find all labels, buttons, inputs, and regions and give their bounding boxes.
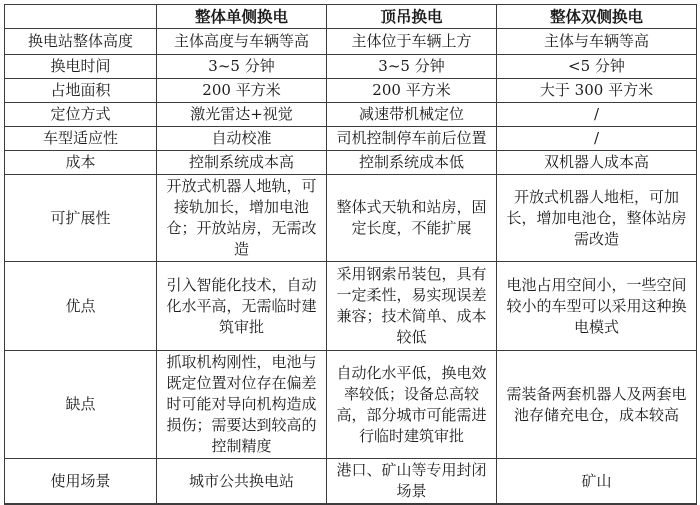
row-header-vehicle-adaptability: 车型适应性 [5,127,157,151]
table-row [5,103,697,127]
column-header-top-hoist-swap: 顶吊换电 [327,5,497,29]
cell: 抓取机构刚性，电池与既定位置对位存在偏差时可能对导向机构造成损伤；需要达到较高的控制精度 [157,351,327,459]
table-row [5,79,697,103]
cell: 主体位于车辆上方 [327,29,497,55]
cell: 大于 300 平方米 [497,79,697,103]
cell: 3~5 分钟 [327,55,497,79]
cell: 激光雷达+视觉 [157,103,327,127]
cell: 城市公共换电站 [157,459,327,505]
cell: 控制系统成本高 [157,151,327,175]
header-row [5,5,697,29]
cell: 采用钢索吊装包，具有一定柔性，易实现误差兼容；技术简单、成本较低 [327,262,497,351]
cell: 主体与车辆等高 [497,29,697,55]
cell: 200 平方米 [157,79,327,103]
table-row [5,175,697,262]
row-header-positioning-method: 定位方式 [5,103,157,127]
comparison-table [4,4,697,505]
cell: 开放式机器人地轨，可接轨加长，增加电池仓；开放站房，无需改造 [157,175,327,262]
row-header-cost: 成本 [5,151,157,175]
row-header-footprint-area: 占地面积 [5,79,157,103]
column-header-single-side-swap: 整体单侧换电 [157,5,327,29]
cell: 整体式天轨和站房，固定长度，不能扩展 [327,175,497,262]
cell: 开放式机器人地柜，可加长，增加电池仓，整体站房需改造 [497,175,697,262]
table-row [5,151,697,175]
cell: 港口、矿山等专用封闭场景 [327,459,497,505]
corner-cell [5,5,157,29]
row-header-use-cases: 使用场景 [5,459,157,505]
cell: 司机控制停车前后位置 [327,127,497,151]
cell: 需装备两套机器人及两套电池存储充电仓，成本较高 [497,351,697,459]
cell: 双机器人成本高 [497,151,697,175]
row-header-disadvantages: 缺点 [5,351,157,459]
cell: 电池占用空间小，一些空间较小的车型可以采用这种换电模式 [497,262,697,351]
table-row [5,127,697,151]
cell: 引入智能化技术，自动化水平高，无需临时建筑审批 [157,262,327,351]
row-header-swap-time: 换电时间 [5,55,157,79]
row-header-station-height: 换电站整体高度 [5,29,157,55]
cell: / [497,127,697,151]
cell: / [497,103,697,127]
cell: 200 平方米 [327,79,497,103]
cell: 自动化水平低，换电效率较低；设备总高较高，部分城市可能需进行临时建筑审批 [327,351,497,459]
table-row [5,351,697,459]
cell: 减速带机械定位 [327,103,497,127]
column-header-double-side-swap: 整体双侧换电 [497,5,697,29]
cell: <5 分钟 [497,55,697,79]
table-row [5,29,697,55]
cell: 主体高度与车辆等高 [157,29,327,55]
table-row [5,262,697,351]
row-header-scalability: 可扩展性 [5,175,157,262]
cell: 自动校准 [157,127,327,151]
cell: 控制系统成本低 [327,151,497,175]
table-row [5,55,697,79]
cell: 矿山 [497,459,697,505]
cell: 3~5 分钟 [157,55,327,79]
table-row [5,459,697,505]
row-header-advantages: 优点 [5,262,157,351]
